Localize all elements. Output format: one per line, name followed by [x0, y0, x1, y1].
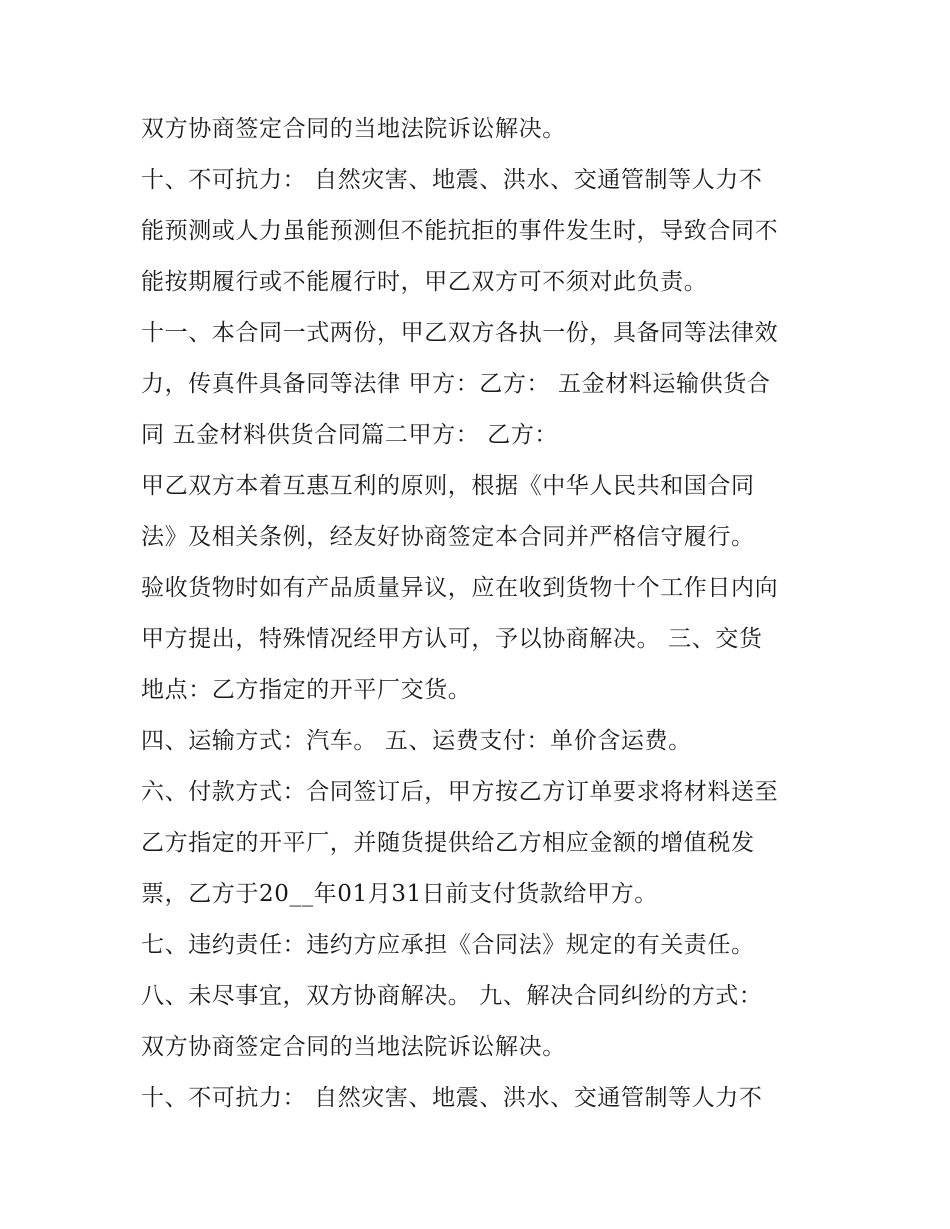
- text-line: 八、未尽事宜，双方协商解决。 九、解决合同纠纷的方式：: [141, 983, 763, 1009]
- text-line: 验收货物时如有产品质量异议，应在收到货物十个工作日内向: [141, 575, 779, 601]
- text-line: 甲乙双方本着互惠互利的原则，根据《中华人民共和国合同: [141, 473, 755, 499]
- text-line: 同 五金材料供货合同篇二甲方： 乙方：: [141, 422, 559, 448]
- text-line: 十、不可抗力： 自然灾害、地震、洪水、交通管制等人力不: [141, 1085, 763, 1111]
- text-line: 六、付款方式：合同签订后，甲方按乙方订单要求将材料送至: [141, 779, 779, 805]
- text-line: 甲方提出，特殊情况经甲方认可，予以协商解决。 三、交货: [141, 626, 763, 652]
- text-line: 法》及相关条例，经友好协商签定本合同并严格信守履行。: [141, 524, 755, 550]
- text-line: 双方协商签定合同的当地法院诉讼解决。: [141, 1034, 566, 1060]
- text-line: 四、运输方式：汽车。 五、运费支付：单价含运费。: [141, 728, 692, 754]
- text-line: 十、不可抗力： 自然灾害、地震、洪水、交通管制等人力不: [141, 167, 763, 193]
- text-line: 力，传真件具备同等法律 甲方：乙方： 五金材料运输供货合: [141, 371, 771, 397]
- text-line: 双方协商签定合同的当地法院诉讼解决。: [141, 116, 566, 142]
- text-line: 十一、本合同一式两份，甲乙双方各执一份，具备同等法律效: [141, 320, 779, 346]
- text-line: 乙方指定的开平厂，并随货提供给乙方相应金额的增值税发: [141, 830, 755, 856]
- text-line: 能按期履行或不能履行时，甲乙双方可不须对此负责。: [141, 269, 708, 295]
- text-line: 七、违约责任：违约方应承担《合同法》规定的有关责任。: [141, 932, 755, 958]
- text-line: 能预测或人力虽能预测但不能抗拒的事件发生时，导致合同不: [141, 218, 779, 244]
- text-line: 地点：乙方指定的开平厂交货。: [141, 677, 472, 703]
- text-line: 票，乙方于20__年01月31日前支付货款给甲方。: [141, 881, 658, 907]
